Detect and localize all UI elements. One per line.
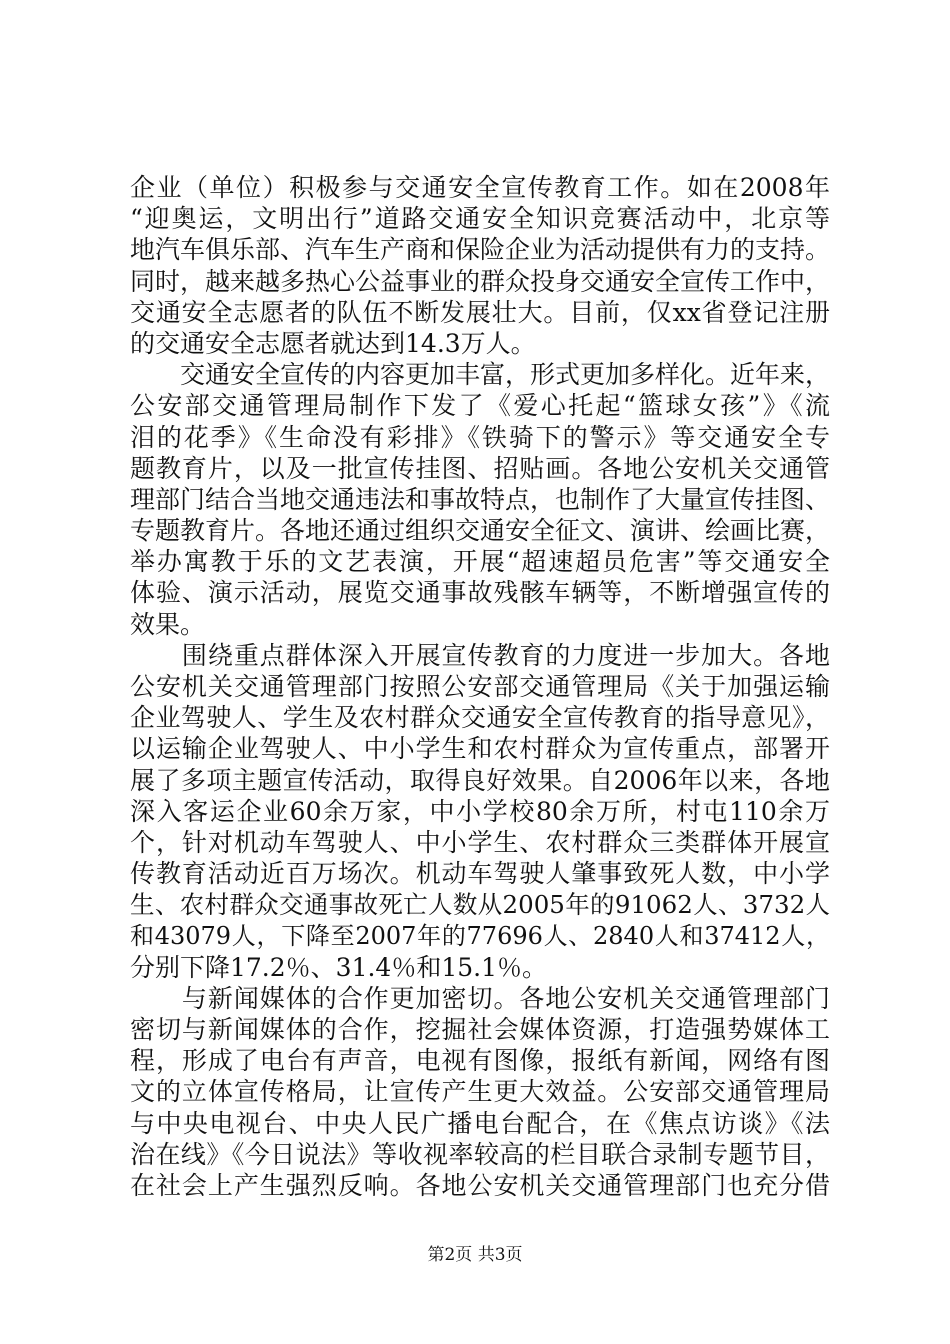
text-line: 同时，越来越多热心公益事业的群众投身交通安全宣传工作中， bbox=[130, 266, 831, 296]
page-footer bbox=[0, 1244, 950, 1266]
text-line: 交通安全宣传的内容更加丰富，形式更加多样化。近年来， bbox=[130, 360, 831, 390]
text-line: 交通安全志愿者的队伍不断发展壮大。目前，仅xx省登记注册 bbox=[130, 297, 830, 327]
text-line: 程，形成了电台有声音，电视有图像，报纸有新闻，网络有图 bbox=[130, 1046, 830, 1076]
text-line: 理部门结合当地交通违法和事故特点，也制作了大量宣传挂图、 bbox=[130, 484, 831, 514]
text-line: 题教育片，以及一批宣传挂图、招贴画。各地公安机关交通管 bbox=[130, 453, 830, 483]
text-line: 围绕重点群体深入开展宣传教育的力度进一步加大。各地 bbox=[130, 640, 830, 670]
text-line: “迎奥运，文明出行”道路交通安全知识竞赛活动中，北京等 bbox=[130, 204, 830, 234]
text-line: 深入客运企业60余万家，中小学校80余万所，村屯110余万 bbox=[130, 796, 830, 826]
text-line: 的交通安全志愿者就达到14.3万人。 bbox=[130, 328, 536, 358]
text-line: 公安机关交通管理部门按照公安部交通管理局《关于加强运输 bbox=[130, 672, 830, 701]
text-line: 体验、演示活动，展览交通事故残骸车辆等，不断增强宣传的 bbox=[130, 578, 830, 608]
document-body bbox=[130, 172, 830, 1201]
text-line: 和43079人，下降至2007年的77696人、2840人和37412人， bbox=[130, 921, 830, 950]
text-line: 公安部交通管理局制作下发了《爱心托起“篮球女孩”》《流 bbox=[130, 391, 830, 421]
text-line: 与新闻媒体的合作更加密切。各地公安机关交通管理部门 bbox=[130, 983, 830, 1013]
text-line: 分别下降17.2％、31.4％和15.1％。 bbox=[130, 952, 547, 982]
text-line: 泪的花季》《生命没有彩排》《铁骑下的警示》等交通安全专 bbox=[130, 422, 830, 452]
page-number-label: 第2页 共3页 bbox=[427, 1245, 523, 1265]
text-line: 密切与新闻媒体的合作，挖掘社会媒体资源，打造强势媒体工 bbox=[130, 1015, 830, 1045]
text-line: 效果。 bbox=[130, 609, 206, 639]
text-line: 文的立体宣传格局，让宣传产生更大效益。公安部交通管理局 bbox=[130, 1077, 830, 1107]
text-line: 以运输企业驾驶人、中小学生和农村群众为宣传重点，部署开 bbox=[130, 734, 830, 764]
text-line: 企业（单位）积极参与交通安全宣传教育工作。如在2008年 bbox=[130, 173, 830, 202]
text-line: 在社会上产生强烈反响。各地公安机关交通管理部门也充分借 bbox=[130, 1171, 830, 1200]
text-line: 专题教育片。各地还通过组织交通安全征文、演讲、绘画比赛， bbox=[130, 516, 831, 546]
text-line: 个，针对机动车驾驶人、中小学生、农村群众三类群体开展宣 bbox=[130, 827, 830, 857]
text-line: 地汽车俱乐部、汽车生产商和保险企业为活动提供有力的支持。 bbox=[130, 235, 831, 265]
text-line: 展了多项主题宣传活动，取得良好效果。自2006年以来，各地 bbox=[130, 765, 830, 795]
text-line: 与中央电视台、中央人民广播电台配合，在《焦点访谈》《法 bbox=[130, 1108, 830, 1138]
text-line: 生、农村群众交通事故死亡人数从2005年的91062人、3732人 bbox=[130, 890, 830, 920]
text-line: 传教育活动近百万场次。机动车驾驶人肇事致死人数，中小学 bbox=[130, 859, 830, 889]
text-line: 举办寓教于乐的文艺表演，开展“超速超员危害”等交通安全 bbox=[130, 547, 830, 577]
text-line: 企业驾驶人、学生及农村群众交通安全宣传教育的指导意见》， bbox=[130, 703, 830, 733]
text-line: 治在线》《今日说法》等收视率较高的栏目联合录制专题节目， bbox=[130, 1139, 830, 1169]
